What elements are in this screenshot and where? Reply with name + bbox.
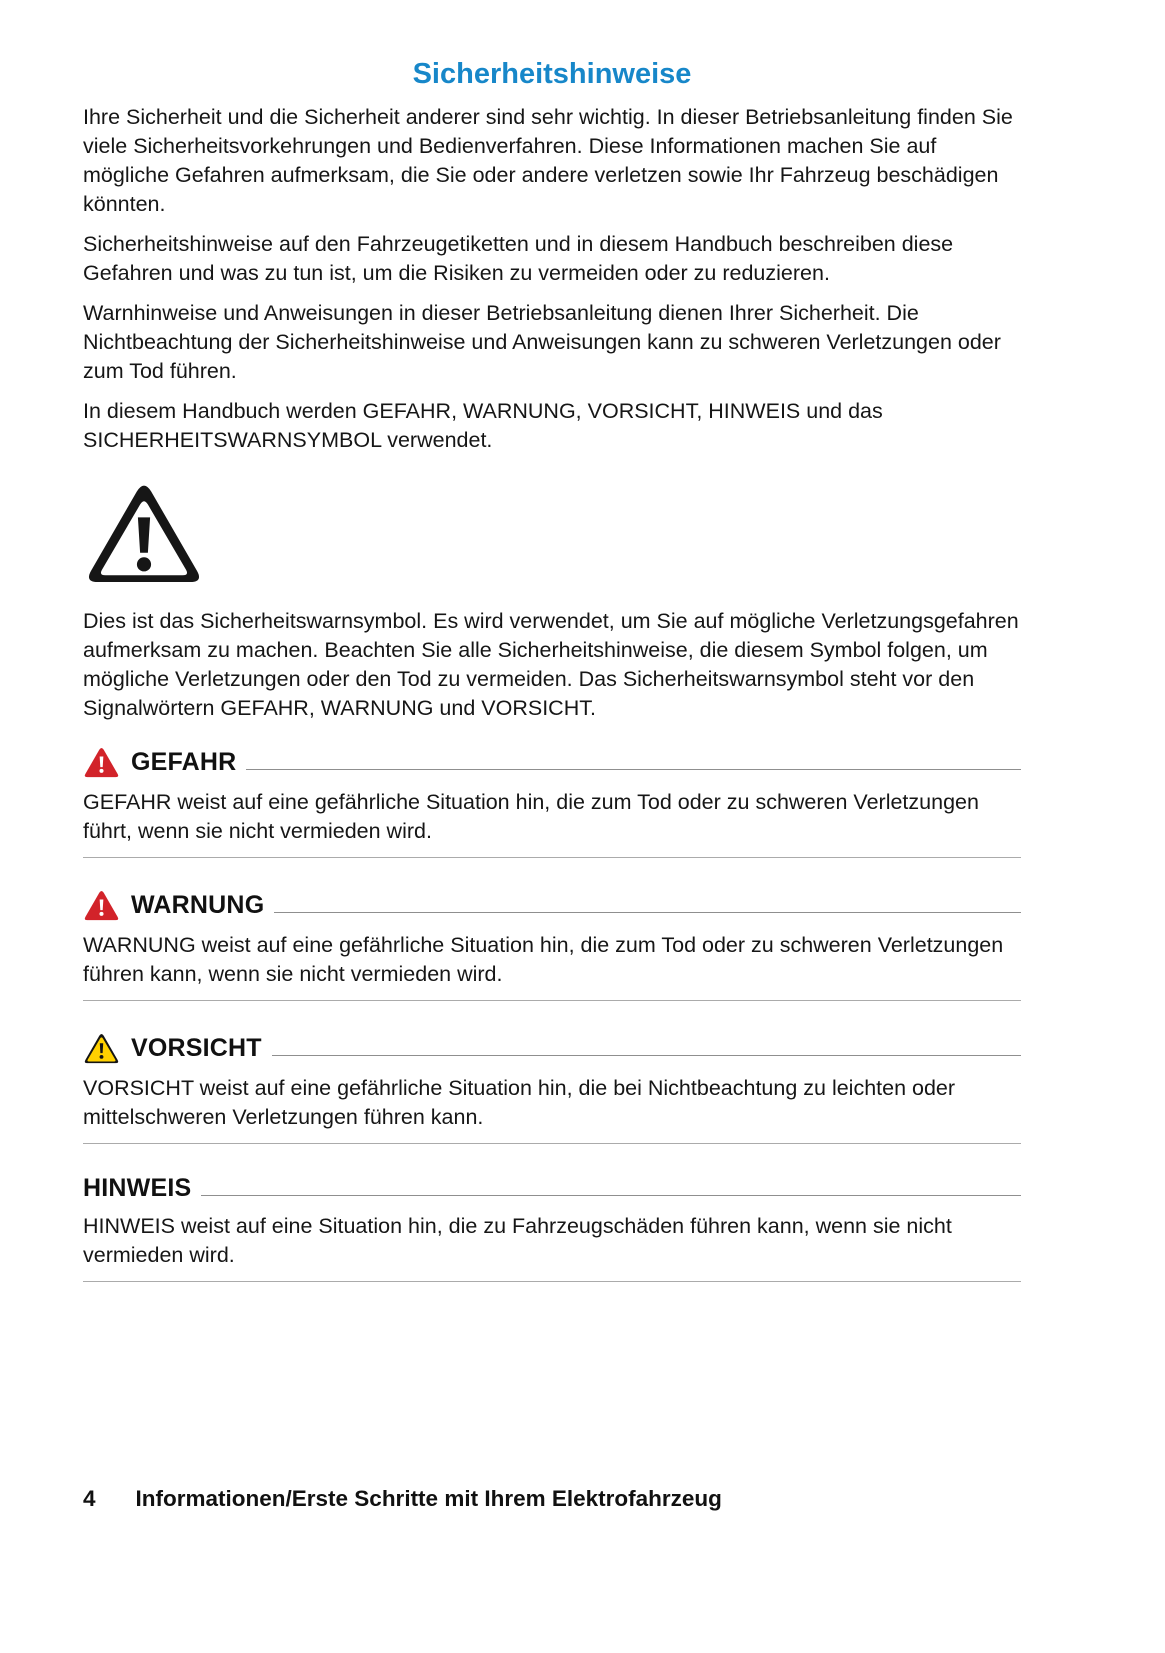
danger-warning-triangle-icon [83,745,120,779]
section-divider [83,1000,1021,1001]
section-divider [83,857,1021,858]
intro-paragraph: Warnhinweise und Anweisungen in dieser Betriebsanleitung dienen Ihrer Sicherheit. Die Nichtbeachtung der Sicherheitshinweise und Anweisungen kann zu schweren Verletzungen oder zum Tod führen. [83,301,1001,383]
section-hinweis-title: HINWEIS [83,1174,192,1202]
section-divider [83,1281,1021,1282]
section-vorsicht [83,1031,1021,1144]
page-number: 4 [83,1486,96,1511]
intro-paragraph: Ihre Sicherheit und die Sicherheit anderer sind sehr wichtig. In dieser Betriebsanleitung finden Sie viele Sicherheitsvorkehrungen und Bedienverfahren. Diese Informationen machen Sie auf mögliche Gefahren aufmerksam, die Sie oder andere verletzen sowie Ihr Fahrzeug beschädigen könnten. [83,105,1013,216]
section-divider [83,1143,1021,1144]
section-vorsicht-header [83,1031,1021,1065]
warning-triangle-icon [83,888,120,922]
safety-alert-symbol-icon [83,477,1021,587]
footer-chapter-title: Informationen/Erste Schritte mit Ihrem Elektrofahrzeug [135,1486,722,1511]
intro-paragraph: In diesem Handbuch werden GEFAHR, WARNUNG, VORSICHT, HINWEIS und das SICHERHEITSWARNSYMBOL verwendet. [83,399,883,452]
page-content [83,58,1021,1312]
header-rule [246,769,1021,770]
section-warnung [83,888,1021,1001]
section-hinweis [83,1174,1021,1282]
page-title: Sicherheitshinweise [412,58,692,90]
header-rule [201,1195,1021,1196]
section-gefahr-body: GEFAHR weist auf eine gefährliche Situation hin, die zum Tod oder zu schweren Verletzungen führt, wenn sie nicht vermieden wird. [83,790,979,843]
section-warnung-body: WARNUNG weist auf eine gefährliche Situation hin, die zum Tod oder zu schweren Verletzungen führen kann, wenn sie nicht vermieden wird. [83,933,1004,986]
section-hinweis-body: HINWEIS weist auf eine Situation hin, die zu Fahrzeugschäden führen kann, wenn sie nicht vermieden wird. [83,1214,952,1267]
section-warnung-header [83,888,1021,922]
symbol-paragraph: Dies ist das Sicherheitswarnsymbol. Es wird verwendet, um Sie auf mögliche Verletzungsgefahren aufmerksam zu machen. Beachten Sie alle Sicherheitshinweise, die diesem Symbol folgen, um mögliche Verletzungen oder den Tod zu vermeiden. Das Sicherheitswarnsymbol steht vor den Signalwörtern GEFAHR, WARNUNG und VORSICHT. [83,609,1019,720]
section-gefahr-header [83,745,1021,779]
section-hinweis-header [83,1174,1021,1203]
section-gefahr [83,745,1021,858]
header-rule [274,912,1021,913]
section-gefahr-title: GEFAHR [131,747,237,776]
page-footer [83,1486,722,1512]
section-vorsicht-body: VORSICHT weist auf eine gefährliche Situation hin, die bei Nichtbeachtung zu leichten oder mittelschweren Verletzungen führen kann. [83,1076,956,1129]
caution-warning-triangle-icon [83,1031,120,1065]
header-rule [272,1055,1021,1056]
section-warnung-title: WARNUNG [131,890,265,919]
section-vorsicht-title: VORSICHT [131,1033,262,1062]
intro-paragraph: Sicherheitshinweise auf den Fahrzeugetiketten und in diesem Handbuch beschreiben diese Gefahren und was zu tun ist, um die Risiken zu vermeiden oder zu reduzieren. [83,232,954,285]
